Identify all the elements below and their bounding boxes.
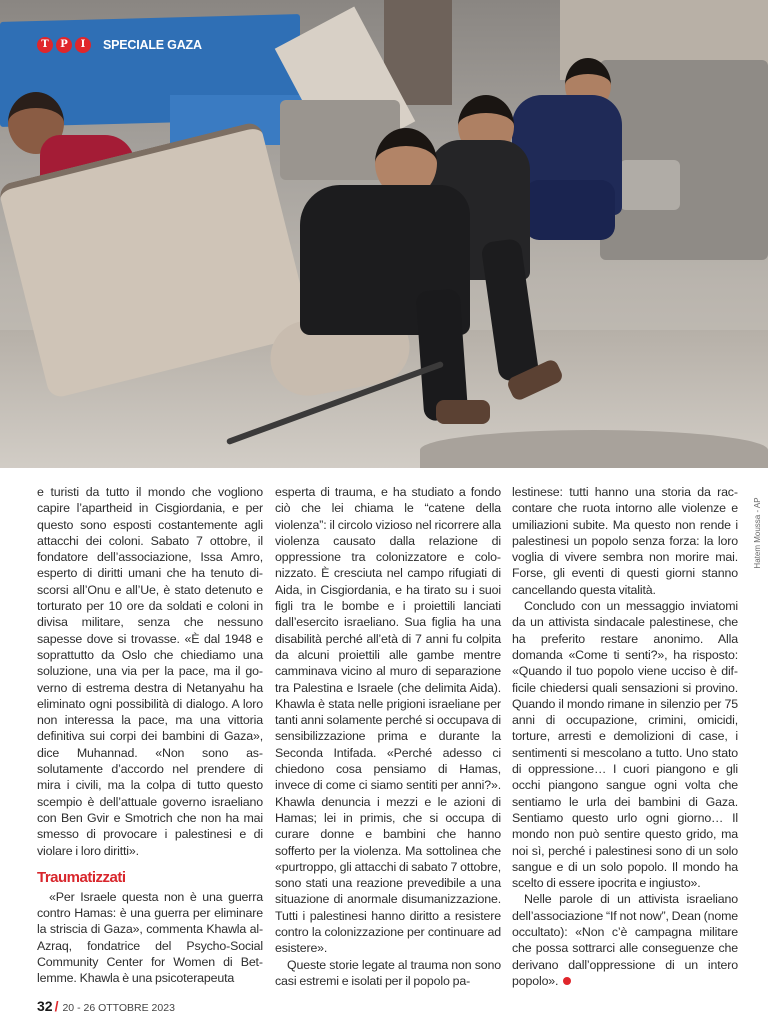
article-column-3 xyxy=(512,484,738,988)
subheading: Traumatizzati xyxy=(37,868,126,886)
page-footer xyxy=(37,998,175,1016)
logo-letter: P xyxy=(56,37,72,53)
article-paragraph: «Per Israele questa non è una guerra contro Hamas: è una guerra per eliminare la striscia di Gaza», commenta Khawla al-Azraq, fondatrice del Psycho-Social Community Center for Women di Betlemme. Khawla è una psicoterapeuta xyxy=(37,889,263,986)
photo-sandal xyxy=(436,400,490,424)
hero-photo xyxy=(0,0,768,468)
footer-separator: / xyxy=(54,998,59,1014)
article-column-2 xyxy=(275,484,501,988)
photo-rubble xyxy=(620,160,680,210)
article-paragraph: esperta di trauma, e ha studiato a fondo ciò che lei chiama le “catene della violenza”: il circolo vizioso nel ricorrere alla violenza causato dalla relazione di oppressione tra colonizzatore e colonizzato. È cresciuta nel campo rifugiati di Aida, in Cisgiordania, e ha tirato su i suoi figli tra le bombe e i proiettili lanciati dall’esercito israeliano. Sua figlia ha una disabilità perché all’età di 7 anni fu colpita da alcuni proiettili alle gambe mentre camminava vicino al muro di separazione tra Palestina e Israele (che delimita Aida). Khawla è stata nelle prigioni israeliane per tanti anni solamente perché si occupava di sensibilizzazione prima e durante la Seconda Intifada. «Perché adesso ci chiedono cosa pensiamo di Hamas, invece di come ci siamo sentiti per anni?». Khawla denuncia i mezzi e le azioni di Hamas; lei in primis, che si occupa di curare donne e bambini che hanno sofferto per la violenza. Ma sottolinea che «purtroppo, gli attacchi di sabato 7 ottobre, sono stati una reazione prevedibile a una situazione di anormale disumanizzazione. Tutti i palestinesi hanno diritto a resistere contro la colonizzazione per continuare ad esistere». xyxy=(275,485,501,956)
section-header xyxy=(37,37,202,53)
photo-credit: Hatem Moussa - AP xyxy=(753,497,762,569)
photo-boy-legs xyxy=(525,180,615,240)
tpi-logo xyxy=(37,37,91,53)
article-paragraph: lestinese: tutti hanno una storia da raccontare che ruota intorno alle violenze e umiliazioni subite. Ma questo non rende i palestinesi un popolo senza forza: la loro voglia di vivere sembra non morire mai. Forse, gli eventi di questi giorni stanno cancellando questa vitalità. xyxy=(512,485,738,597)
article-column-1 xyxy=(37,484,263,986)
section-label: SPECIALE GAZA xyxy=(103,38,202,52)
logo-letter: T xyxy=(37,37,53,53)
logo-letter: I xyxy=(75,37,91,53)
issue-date: 20 - 26 OTTOBRE 2023 xyxy=(62,1002,175,1014)
article-paragraph-text: Nelle parole di un attivista israeliano dell’associazione “If not now”, Dean (nome occultato): «Non c’è campagna militare che possa sottrarci alle conseguenze che derivano dall’oppressione di un intero popolo». xyxy=(512,892,738,988)
end-mark-icon xyxy=(563,977,571,985)
page-number: 32 xyxy=(37,998,53,1014)
photo-shadow xyxy=(420,430,768,468)
article-paragraph: Concludo con un messaggio inviatomi da un attivista sindacale palestinese, che ha preferito restare anonimo. Alla domanda «Come ti senti?», ha risposto: «Quando il tuo popolo viene ucciso è difficile chiedersi quali sensazioni si provino. Quando il mondo rimane in silenzio per 75 anni di occupazione, crimini, omicidi, torture, arresti e demolizioni di case, i sentimenti si mescolano a tutto. Uno stato di oppressione… I cuori piangono e gli occhi piangono sangue ogni volta che sentiamo le urla dei bambini di Gaza. Sentiamo questo urlo ogni giorno… Il mondo non può sentire questo grido, ma noi sì, perché i palestinesi sono di un solo sangue e di un solo popolo. Il mondo ha scelto di essere ipocrita e ingiusto». xyxy=(512,599,738,891)
article-final-paragraph xyxy=(512,891,738,989)
photo-credit-area xyxy=(752,478,764,588)
article-paragraph: Queste storie legate al trauma non sono casi estremi e isolati per il popolo pa- xyxy=(275,957,501,988)
article-paragraph: e turisti da tutto il mondo che vogliono capire l’apartheid in Cisgiordania, e per questo sono esposti costantemente agli attacchi dei coloni. Sabato 7 ottobre, il fondatore dell’associazione, Issa Amro, esperto di diritti umani che ha tenuto discorsi all’Onu e all’Ue, è stato detenuto e torturato per 10 ore da soldati e coloni in divisa militare, senza che nessuno sapesse dove si trovasse. «È dal 1948 e soprattutto da Oslo che chiediamo una soluzione, una via per la pace, ma il governo di estrema destra di Netanyahu ha eliminato ogni possibilità di dialogo. A loro non interessa la pace, ma una vittoria definitiva sui corpi dei bambini di Gaza», dice Muhannad. «Non sono assolutamente d’accordo nel prendere di mira i civili, ma la colpa di tutto questo scempio è dell’attuale governo israeliano con Ben Gvir e Smotrich che non ha mai smesso di provocare i palestinesi e di violare i loro diritti». xyxy=(37,485,263,858)
